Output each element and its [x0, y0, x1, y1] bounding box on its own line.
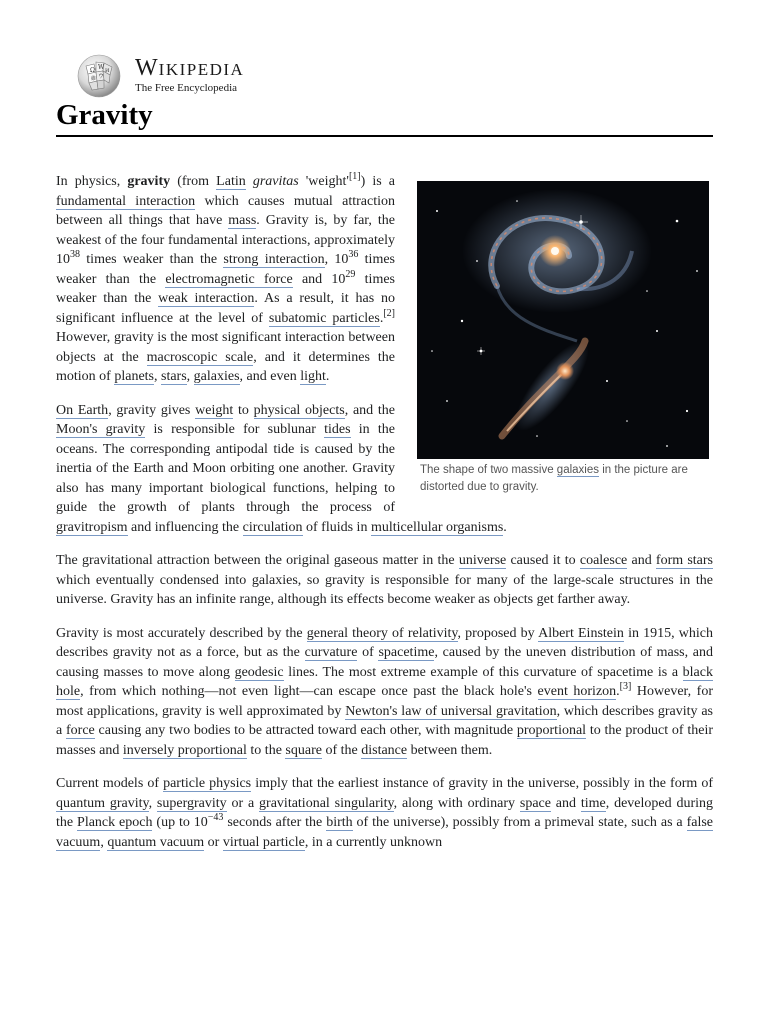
link-stars[interactable]: stars: [161, 369, 187, 384]
article-image-figure: [417, 181, 713, 496]
link-universe[interactable]: universe: [458, 553, 507, 568]
link-quantum-gravity[interactable]: quantum gravity: [56, 795, 149, 811]
svg-text:W: W: [98, 64, 105, 71]
svg-text:Ω: Ω: [90, 67, 95, 74]
link-virtual-particle[interactable]: virtual particle: [222, 834, 305, 850]
link-quantum-vacuum[interactable]: quantum vacuum: [107, 834, 205, 850]
site-name-rest: IKIPEDIA: [158, 60, 245, 79]
link-form-stars[interactable]: form stars: [655, 553, 714, 568]
link-subatomic-particles[interactable]: subatomic particles: [268, 310, 380, 326]
link-coalesce[interactable]: coalesce: [579, 553, 628, 568]
link-latin[interactable]: Latin: [216, 174, 246, 189]
link-weight[interactable]: weight: [195, 402, 234, 418]
galaxy-photo[interactable]: [417, 181, 709, 459]
link-time[interactable]: time: [580, 795, 606, 811]
link-planets[interactable]: planets: [114, 369, 154, 384]
link-black-hole[interactable]: black hole: [56, 664, 713, 699]
caption-text: in the picture are distorted due to gravity.: [420, 464, 688, 493]
site-tagline: The Free Encyclopedia: [135, 82, 238, 94]
exponent: 29: [345, 268, 356, 280]
link-birth[interactable]: birth: [326, 815, 353, 830]
link-tides[interactable]: tides: [324, 422, 351, 437]
link-on-earth[interactable]: On Earth: [56, 402, 109, 418]
link-newtons-law[interactable]: Newton's law of universal gravitation: [345, 703, 557, 719]
paragraph-particle-physics: Current models of particle physics imply that the earliest instance of gravity in the universe, possibly in the form of quantum gravity, supergravity or a gravitational singularity, along with ordinary space and time, developed during the Planck epoch (up to $10^{-43}$ seconds after the birth of the universe), possibly from a primeval state, such as a false vacuum, quantum vacuum or virtual particle, in a currently unknown: [56, 776, 714, 850]
link-electromagnetic-force[interactable]: electromagnetic force: [165, 271, 293, 287]
link-false-vacuum[interactable]: false vacuum: [56, 815, 713, 850]
link-albert-einstein[interactable]: Albert Einstein: [538, 625, 624, 641]
link-proportional[interactable]: proportional: [516, 723, 587, 738]
link-distance[interactable]: distance: [361, 742, 408, 758]
link-curvature[interactable]: curvature: [304, 645, 358, 660]
bold-term: gravity: [127, 174, 171, 189]
link-galaxies[interactable]: galaxies: [193, 369, 240, 384]
link-mass[interactable]: mass: [228, 213, 257, 228]
link-galaxies-caption[interactable]: galaxies: [556, 464, 599, 476]
link-planck-epoch[interactable]: Planck epoch: [77, 815, 153, 830]
svg-text:維: 維: [91, 76, 97, 82]
site-name-initial: W: [135, 55, 159, 81]
paragraph-intro: In physics, gravity (from Latin gravitas 'weight'[1]) is a fundamental interaction which causes mutual attraction between all things that have mass. Gravity is, by far, the weakest of the four fundamental interactions, approximately $10^{38}$ times weaker than the strong interaction, $10^{36}$ times weaker than the electromagnetic force and $10^{29}$ times weaker than the weak interaction. As a result, it has no significant influence at the level of subatomic particles.[2] However, gravity is the most significant interaction between objects at the macroscopic scale, and it determines the motion of planets, stars, galaxies, and even light.: [56, 171, 396, 384]
caption-text: The shape of two massive: [420, 464, 557, 476]
link-particle-physics[interactable]: particle physics: [163, 776, 252, 791]
exponent: 38: [70, 249, 80, 260]
link-multicellular-organisms[interactable]: multicellular organisms: [370, 519, 504, 535]
link-moons-gravity[interactable]: Moon's gravity: [56, 422, 146, 437]
citation-3[interactable]: [3]: [619, 681, 632, 692]
link-square[interactable]: square: [285, 742, 322, 758]
link-strong-interaction[interactable]: strong interaction: [223, 252, 325, 267]
link-supergravity[interactable]: supergravity: [156, 795, 227, 811]
link-weak-interaction[interactable]: weak interaction: [158, 291, 255, 306]
link-light[interactable]: light: [300, 369, 326, 384]
link-general-relativity[interactable]: general theory of relativity: [306, 625, 458, 641]
link-event-horizon[interactable]: event horizon: [537, 684, 617, 699]
site-name: [135, 57, 244, 81]
svg-text:И: И: [105, 68, 110, 74]
link-gravitational-singularity[interactable]: gravitational singularity: [259, 795, 394, 811]
link-geodesic[interactable]: geodesic: [234, 664, 284, 680]
citation-1[interactable]: [1]: [348, 171, 361, 182]
citation-2[interactable]: [2]: [383, 307, 396, 319]
link-circulation[interactable]: circulation: [242, 519, 303, 535]
exponent: −43: [207, 812, 224, 823]
article-title: Gravity: [56, 96, 713, 137]
link-gravitropism[interactable]: gravitropism: [56, 519, 128, 535]
link-fundamental-interaction[interactable]: fundamental interaction: [56, 193, 196, 209]
svg-text:ウ: ウ: [98, 73, 105, 80]
paragraph-earth: On Earth, gravity gives weight to physical objects, and the Moon's gravity is responsible for sublunar tides in the oceans. The corresponding antipodal tide is caused by the inertia of the Earth and Moon orbiting one another. Gravity also has many important biological functions, helping to guide the growth of plants through the process of gravitropism and influencing the circulation of fluids in multicellular organisms.: [56, 402, 507, 535]
link-physical-objects[interactable]: physical objects: [253, 402, 345, 418]
paragraph-universe: The gravitational attraction between the original gaseous matter in the universe caused it to coalesce and form stars which eventually condensed into galaxies, so gravity is responsible for many of the large-scale structures in the universe. Gravity has an infinite range, although its effects become weaker as objects get farther away.: [56, 553, 714, 607]
link-force[interactable]: force: [66, 723, 95, 738]
wikipedia-wordmark[interactable]: [135, 57, 244, 94]
exponent: 36: [348, 249, 359, 260]
latin-word: gravitas: [252, 174, 299, 189]
link-inversely-proportional[interactable]: inversely proportional: [122, 742, 247, 758]
image-caption: [417, 462, 713, 496]
paragraph-relativity: Gravity is most accurately described by the general theory of relativity, proposed by Albert Einstein in 1915, which describes gravity not as a force, but as the curvature of spacetime, caused by the uneven distribution of mass, and causing masses to move along geodesic lines. The most extreme example of this curvature of spacetime is a black hole, from which nothing—not even light—can escape once past the black hole's event horizon.[3] However, for most applications, gravity is well approximated by Newton's law of universal gravitation, which describes gravity as a force causing any two bodies to be attracted toward each other, with magnitude proportional to the product of their masses and inversely proportional to the square of the distance between them.: [56, 625, 714, 758]
article-body: [56, 172, 713, 866]
link-macroscopic-scale[interactable]: macroscopic scale: [146, 349, 254, 365]
wikipedia-globe-icon[interactable]: [74, 52, 124, 98]
link-space[interactable]: space: [519, 795, 551, 811]
link-spacetime[interactable]: spacetime: [378, 645, 435, 660]
